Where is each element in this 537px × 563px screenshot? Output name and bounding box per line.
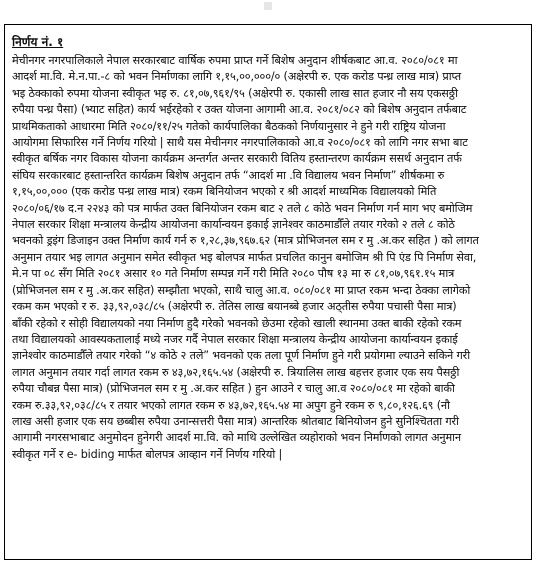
decision-line: तथा विद्यालयको आवस्यकतालाई मध्ये नजर गर्दै नेपाल सरकार शिक्षा मन्त्रालय केन्द्रीय आयोजना कार्यान्वयन इकाई [12, 332, 458, 346]
top-marker [264, 2, 272, 10]
decision-line: प्राथमिकताको आधारमा मिति २०८०/११/२५ गतेको कार्यपालिका बैठकको निर्णयानुसार ने हुने गरी राष्ट्रिय योजना [12, 119, 446, 133]
decision-line: (प्रोभिजनल सम र मु .अ.कर सहित) सम्झौता भएको, साथै चालु आ.व. ०८०/०८१ मा प्राप्त रकम भन्दा ठेक्का लागेको [12, 283, 471, 297]
decision-line: लाख असी हजार एक सय छब्बीस रुपैया उनान्सत्तरी पैसा मात्र) आन्तरिक श्रोतबाट बिनियोजन हुने सुनिश्चितता गरी [12, 414, 459, 428]
decision-line: ज्ञानेश्वोर काठमाडौँले तयार गरेको “४ कोठे २ तले” भवनको एक तला पूर्ण निर्माण हुने गरी प्रयोगमा ल्याउने सकिने गरी [12, 349, 470, 363]
decision-line: नेपाल सरकार शिक्षा मन्त्रालय केन्द्रीय आयोजना कार्यान्वयन इकाई ज्ञानेश्वर काठमाडौँले तयार गरेको २ तले ८ कोठे [12, 218, 455, 232]
decision-line: रकम रु.३३,९२,०३८/८५ र तयार भएको लागत रकम रु ४३,७२,१६५.५४ मा अपुग हुने रकम रु ९,८०,१२६.६९ (नौ [12, 398, 450, 412]
decision-line: आदर्श मा.वि. मे.न.पा.-८ को भवन निर्माणका लागि १,१५,००,०००/० (अक्षेरपी रु. एक करोड पन्ध्र लाख मात्र) प्राप्त [12, 70, 461, 84]
decision-line: २०८०/०६/१७ द.न २२४३ को पत्र मार्फत उक्त बिनियोजन रकम बाट २ तले ८ कोठे भवन निर्माण गर्न माग भए बमोजिम [12, 201, 473, 215]
decision-line: लागत अनुमान तयार गर्दा लागत रकम रु ४३,७२,१६५.५४ (अक्षेरपी रु. त्रियालिस लाख बहत्तर हजार एक सय पैसठ्ठी [12, 365, 460, 379]
decision-heading: निर्णय नं. १ [12, 35, 64, 49]
decision-line: आयोगमा सिफारिस गर्ने निर्णय गरियो | साथै यस मेचीनगर नगरपालिकाको आ.व २०८०/०८१ को लागि नगर सभा बाट [12, 136, 468, 150]
decision-line: संघिय सरकारबाट हस्तान्तरित कार्यक्रम बिशेष अनुदान तर्फ “आदर्श मा .वि विद्यालय भवन निर्माण” शीर्षकमा रु [12, 168, 445, 182]
top-strip [0, 0, 537, 24]
decision-line: आगामी नगरसभाबाट अनुमोदन हुनेगरी आदर्श मा.वि. को माथि उल्लेखित व्यहोराको भवन निर्माणको लागत अनुमान [12, 431, 461, 445]
decision-line: मेचीनगर नगरपालिकाले नेपाल सरकारबाट वार्षिक रुपमा प्राप्त गर्ने बिशेष अनुदान शीर्षकबाट आ.व. २०८०/०८१ मा [12, 54, 458, 67]
decision-line: स्वीकृत गर्ने र e- biding मार्फत बोलपत्र आव्हान गर्ने निर्णय गरियो | [12, 447, 283, 461]
decision-line: भवनको ड्रइंग डिजाइन उक्त निर्माण कार्य गर्न रु १,२८,३७,९६७.६२ (मात्र प्रोभिजनल सम र मु .अ.कर सहित ) को लागत [12, 234, 479, 248]
decision-line: भइ ठेक्काको रुपमा योजना स्वीकृत भइ रु. ८१,०७,९६१/९५ (अक्षेरपी रु. एकासी लाख सात हजार नौ सय एकसठ्ठी [12, 86, 458, 100]
decision-line: रुपैया चौबन्न पैसा मात्र) (प्रोभिजनल सम र मु .अ.कर सहित ) हुन आउने र चालु आ.व २०८०/०८१ मा रहेको बाकी [12, 382, 455, 396]
decision-line: रुपैया पन्ध्र पैसा) (भ्याट सहित) कार्य भईरहेको र उक्त योजना आगामी आ.व. २०८१/०८२ को बिशेष अनुदान तर्फबाट [12, 103, 467, 117]
decision-body [12, 53, 524, 463]
decision-line: रकम कम भएको र रु. ३३,९२,०३८/८५ (अक्षेरपी रु. तेतिस लाख बयानब्बे हजार अठ्तीस रुपैया पचासी पैसा मात्र) [12, 300, 457, 314]
decision-line: मे.न पा ०८ सँग मिति २०८१ असार १० गते निर्माण सम्पन्न गर्ने गरी मिति २०८० पौष १३ मा रु ८१,०७,९६१.१५ मात्र [12, 267, 455, 281]
decision-line: बाँकी रहेको र सोही विद्यालयको नया निर्माण हुदै गरेको भवनको छेउमा रहेको खाली स्थानमा उक्त बाकी रहेको रकम [12, 316, 462, 330]
decision-line: स्वीकृत बर्षिक नगर विकास योजना कार्यक्रम अन्तर्गत अन्तर सरकारी वितिय हस्तान्तरण कार्यक्रम ससर्थ अनुदान तर्फ [12, 152, 462, 166]
decision-line: १,१५,००,००० (एक करोड पन्ध्र लाख मात्र) रकम बिनियोजन भएको र श्री आदर्श माध्यमिक विद्यालयको मिति [12, 185, 437, 199]
document-content [12, 34, 524, 463]
decision-line: अनुमान तयार भइ लागत अनुमान समेत स्वीकृत भइ बोलपत्र मार्फत प्रचलित कानुन बमोजिम श्री पि एंड पि निर्माण सेवा, [12, 250, 477, 264]
